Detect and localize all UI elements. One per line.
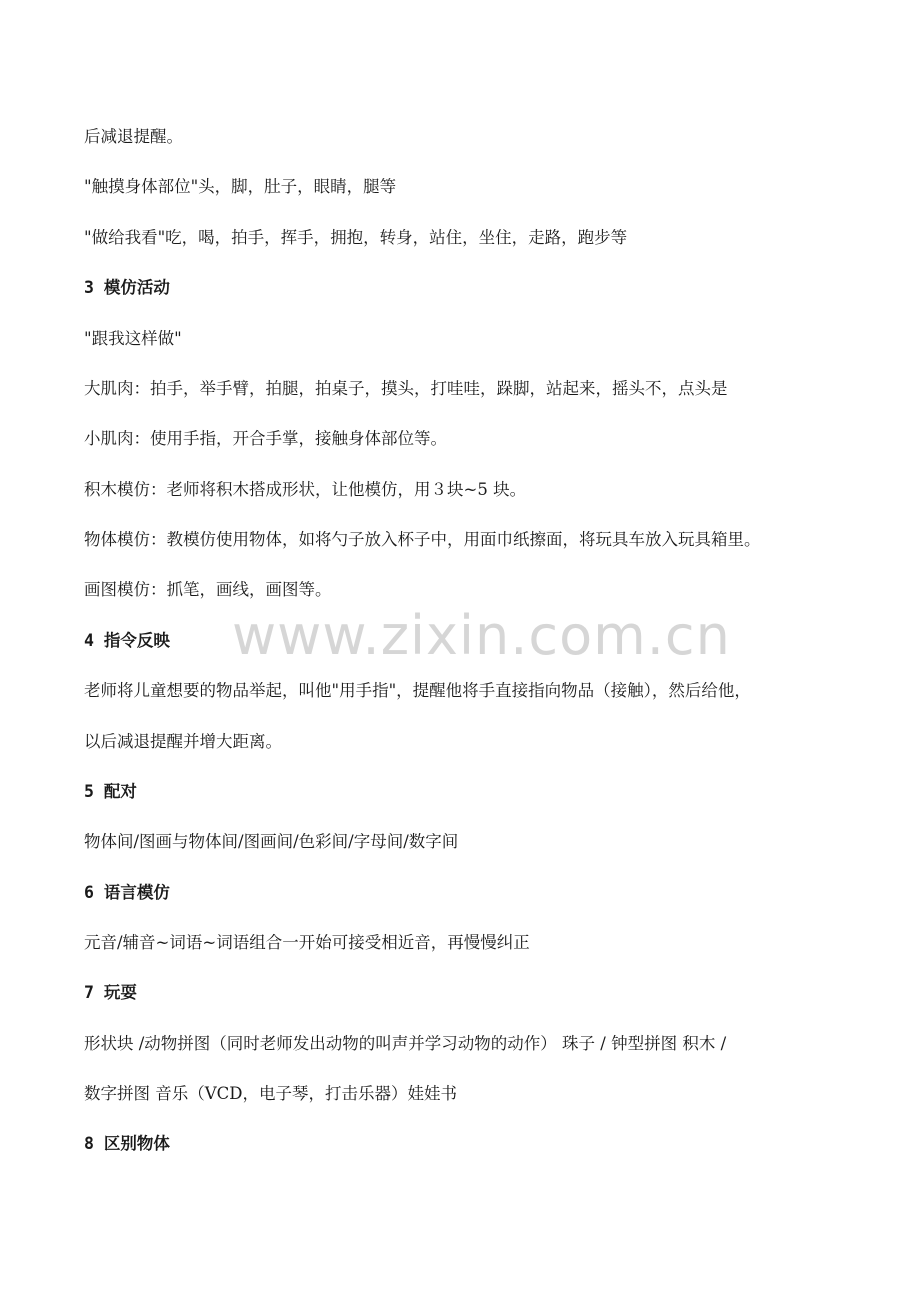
section-heading: 3 模仿活动 [84,278,170,297]
text-line: 后减退提醒。 [84,127,183,146]
text-line: 画图模仿：抓笔，画线，画图等。 [84,580,332,599]
section-heading: 4 指令反映 [84,631,170,650]
text-line: 小肌肉：使用手指，开合手掌，接触身体部位等。 [84,429,447,448]
text-line: 数字拼图 音乐（VCD，电子琴，打击乐器）娃娃书 [84,1084,458,1103]
text-line: 老师将儿童想要的物品举起，叫他"用手指"，提醒他将手直接指向物品（接触），然后给他， [84,681,751,700]
text-line: 积木模仿：老师将积木搭成形状，让他模仿，用３块~5 块。 [84,480,527,499]
text-line: 元音/辅音~词语~词语组合一开始可接受相近音，再慢慢纠正 [84,933,530,952]
text-line: 以后减退提醒并增大距离。 [84,732,282,751]
section-heading: 6 语言模仿 [84,883,170,902]
watermark: www.zixin.com.cn [232,604,731,667]
text-line: 形状块 /动物拼图（同时老师发出动物的叫声并学习动物的动作） 珠子 / 钟型拼图 积木 / [84,1034,727,1053]
section-heading: 7 玩耍 [84,983,137,1002]
text-line: 大肌肉：拍手，举手臂，拍腿，拍桌子，摸头，打哇哇，跺脚，站起来，摇头不，点头是 [84,379,728,398]
text-line: "做给我看"吃，喝，拍手，挥手，拥抱，转身，站住，坐住，走路，跑步等 [84,228,628,247]
text-line: "触摸身体部位"头，脚，肚子，眼睛，腿等 [84,177,397,196]
text-line: "跟我这样做" [84,329,182,348]
section-heading: 8 区别物体 [84,1134,170,1153]
text-line: 物体间/图画与物体间/图画间/色彩间/字母间/数字间 [84,832,459,851]
section-heading: 5 配对 [84,782,137,801]
text-line: 物体模仿：教模仿使用物体，如将勺子放入杯子中，用面巾纸擦面，将玩具车放入玩具箱里。 [84,530,761,549]
